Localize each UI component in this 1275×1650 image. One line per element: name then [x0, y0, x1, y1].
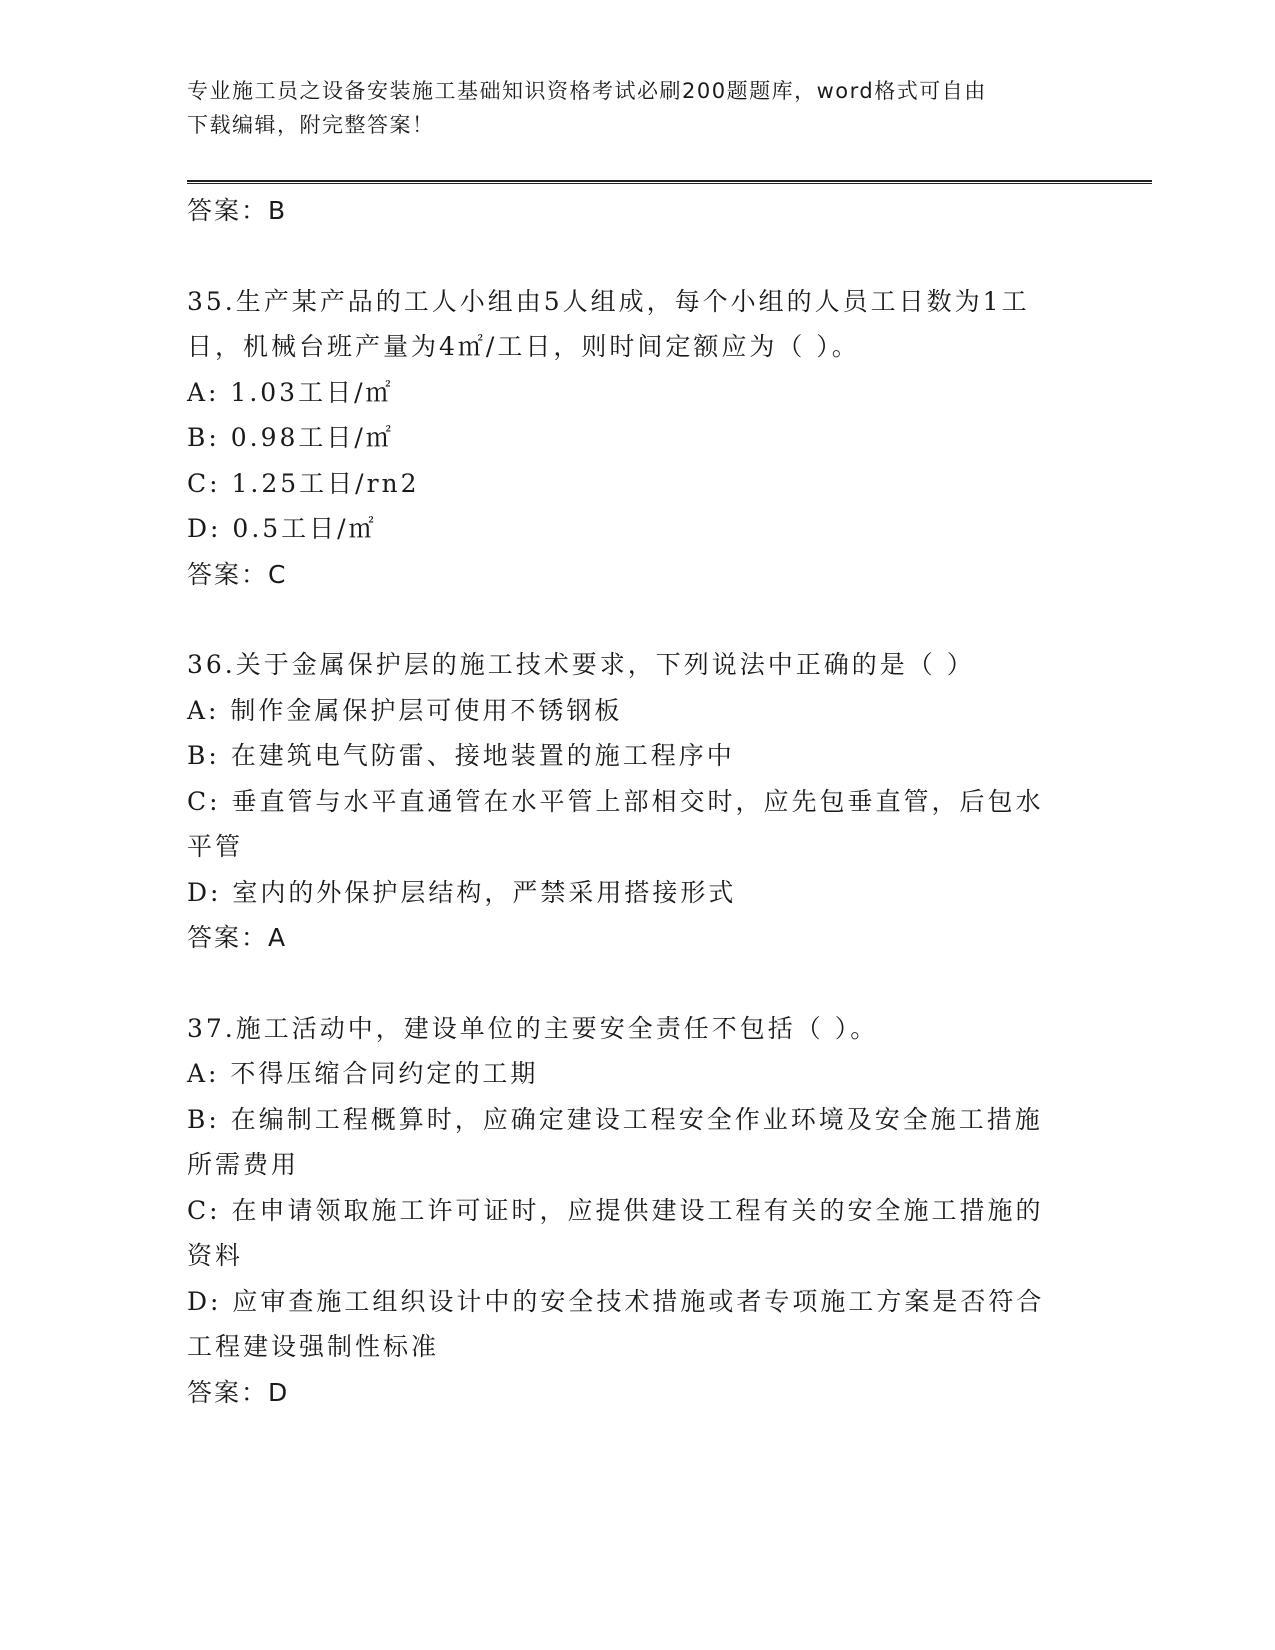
question-37-stem: 37.施工活动中，建设单位的主要安全责任不包括（ ）。 [187, 1013, 879, 1043]
question-35-answer: 答案：C [187, 559, 288, 589]
header-line-2: 下载编辑，附完整答案！ [187, 113, 435, 137]
question-list [187, 188, 1087, 1415]
question-35-stem-line-1: 35.生产某产品的工人小组由5人组成，每个小组的人员工日数为1工 [187, 286, 1030, 316]
question-35-option-a: A: 1.03工日/㎡ [187, 377, 394, 407]
question-37-option-b-line-2: 所需费用 [187, 1150, 300, 1179]
question-35-stem-line-2: 日，机械台班产量为4㎡/工日，则时间定额应为（ ）。 [187, 332, 860, 361]
question-37-option-d-line-2: 工程建设强制性标准 [187, 1332, 440, 1361]
question-37-option-b-line-1: B: 在编制工程概算时，应确定建设工程安全作业环境及安全施工措施 [187, 1104, 1043, 1134]
question-37-option-c-line-1: C: 在申请领取施工许可证时，应提供建设工程有关的安全施工措施的 [187, 1195, 1044, 1225]
question-37 [187, 1006, 1087, 1416]
question-35-option-d: D: 0.5工日/㎡ [187, 514, 377, 543]
question-35-option-c: C: 1.25工日/rn2 [187, 468, 420, 498]
question-35-option-b: B: 0.98工日/㎡ [187, 423, 394, 452]
question-36-option-b: B: 在建筑电气防雷、接地装置的施工程序中 [187, 741, 735, 770]
question-37-option-c-line-2: 资料 [187, 1241, 244, 1270]
document-header [187, 74, 1087, 142]
question-36-option-d: D: 室内的外保护层结构，严禁采用搭接形式 [187, 877, 737, 907]
question-37-option-d-line-1: D: 应审查施工组织设计中的安全技术措施或者专项施工方案是否符合 [187, 1286, 1045, 1316]
question-36-option-c-line-2: 平管 [187, 832, 244, 861]
question-36-stem: 36.关于金属保护层的施工技术要求，下列说法中正确的是（ ） [187, 650, 975, 679]
question-37-option-a: A: 不得压缩合同约定的工期 [187, 1059, 539, 1088]
question-36-answer: 答案：A [187, 923, 288, 952]
question-37-answer: 答案：D [187, 1377, 290, 1407]
question-36 [187, 642, 1087, 961]
header-line-1: 专业施工员之设备安装施工基础知识资格考试必刷200题题库，word格式可自由 [187, 79, 987, 103]
header-divider [187, 180, 1152, 184]
question-35 [187, 279, 1087, 598]
question-36-option-c-line-1: C: 垂直管与水平直通管在水平管上部相交时，应先包垂直管，后包水 [187, 786, 1044, 816]
question-36-option-a: A: 制作金属保护层可使用不锈钢板 [187, 695, 623, 725]
previous-answer: 答案：B [187, 196, 288, 225]
